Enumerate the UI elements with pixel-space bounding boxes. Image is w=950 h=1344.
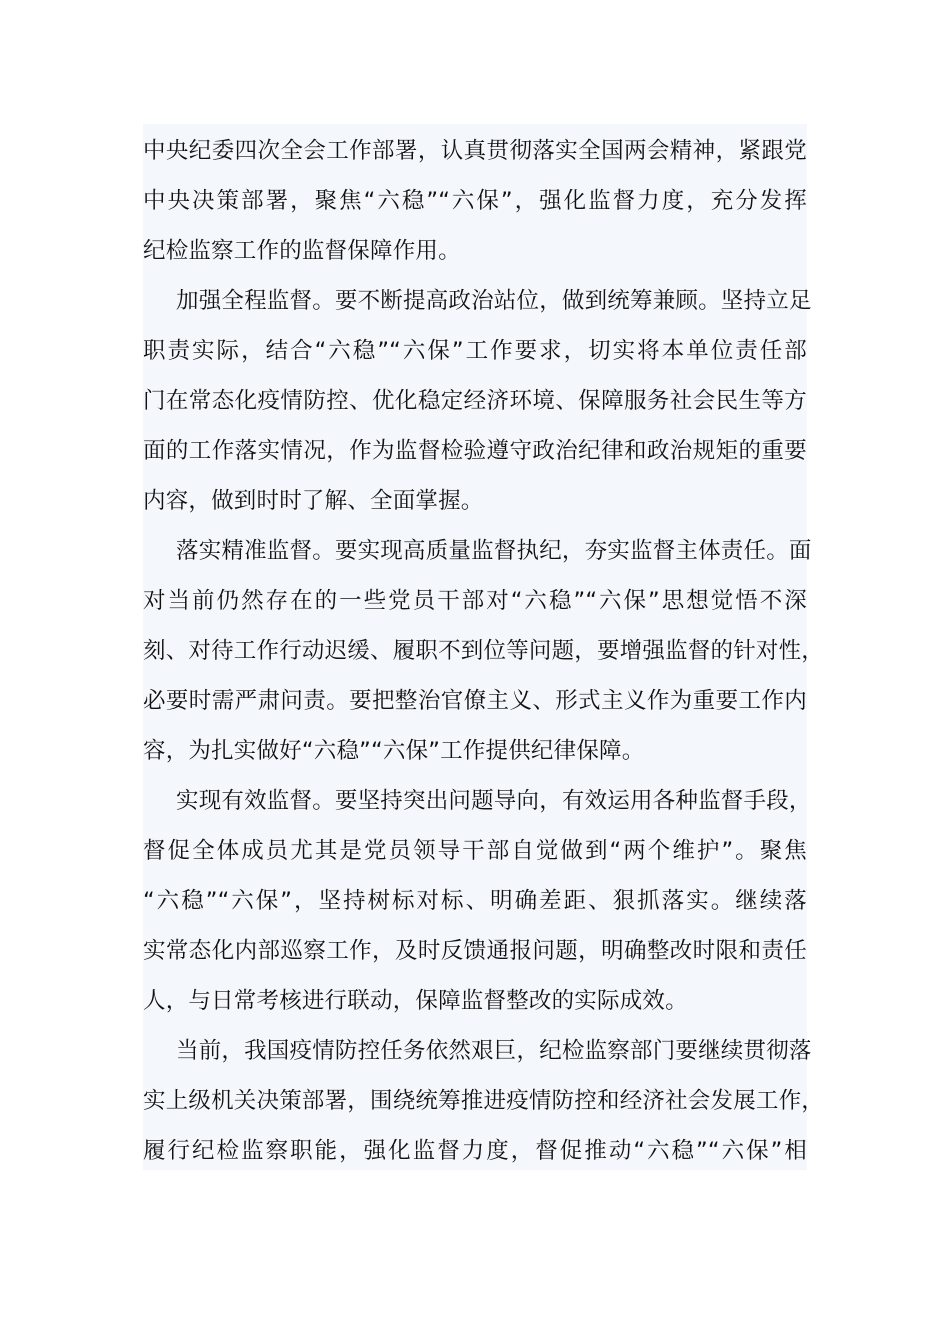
text-line: 职责实际，结合“六稳”“六保”工作要求，切实将本单位责任部 — [143, 338, 807, 364]
text-block — [143, 124, 825, 1170]
text-line: 人，与日常考核进行联动，保障监督整改的实际成效。 — [143, 988, 688, 1014]
paragraph-start-line: 落实精准监督。要实现高质量监督执纪，夯实监督主体责任。面 — [176, 538, 812, 564]
text-line: 纪检监察工作的监督保障作用。 — [143, 238, 461, 264]
text-line: 门在常态化疫情防控、优化稳定经济环境、保障服务社会民生等方 — [143, 388, 807, 414]
text-line: “六稳”“六保”，坚持树标对标、明确差距、狠抓落实。继续落 — [143, 888, 807, 914]
text-line: 面的工作落实情况，作为监督检验遵守政治纪律和政治规矩的重要 — [143, 438, 807, 464]
text-line: 内容，做到时时了解、全面掌握。 — [143, 488, 484, 514]
text-line: 督促全体成员尤其是党员领导干部自觉做到“两个维护”。聚焦 — [143, 838, 807, 864]
text-line: 履行纪检监察职能，强化监督力度，督促推动“六稳”“六保”相 — [143, 1138, 807, 1164]
text-line: 对当前仍然存在的一些党员干部对“六稳”“六保”思想觉悟不深 — [143, 588, 807, 614]
text-line: 刻、对待工作行动迟缓、履职不到位等问题，要增强监督的针对性， — [143, 638, 825, 664]
text-line: 实常态化内部巡察工作，及时反馈通报问题，明确整改时限和责任 — [143, 938, 807, 964]
text-line: 中央决策部署，聚焦“六稳”“六保”，强化监督力度，充分发挥 — [143, 188, 807, 214]
text-line: 必要时需严肃问责。要把整治官僚主义、形式主义作为重要工作内 — [143, 688, 807, 714]
paragraph-start-line: 当前，我国疫情防控任务依然艰巨，纪检监察部门要继续贯彻落 — [176, 1038, 812, 1064]
text-line: 容，为扎实做好“六稳”“六保”工作提供纪律保障。 — [143, 738, 645, 764]
text-line: 中央纪委四次全会工作部署，认真贯彻落实全国两会精神，紧跟党 — [143, 138, 807, 164]
paragraph-start-line: 加强全程监督。要不断提高政治站位，做到统筹兼顾。坚持立足 — [176, 288, 812, 314]
paragraph-start-line: 实现有效监督。要坚持突出问题导向，有效运用各种监督手段， — [176, 788, 812, 814]
text-line: 实上级机关决策部署，围绕统筹推进疫情防控和经济社会发展工作， — [143, 1088, 825, 1114]
